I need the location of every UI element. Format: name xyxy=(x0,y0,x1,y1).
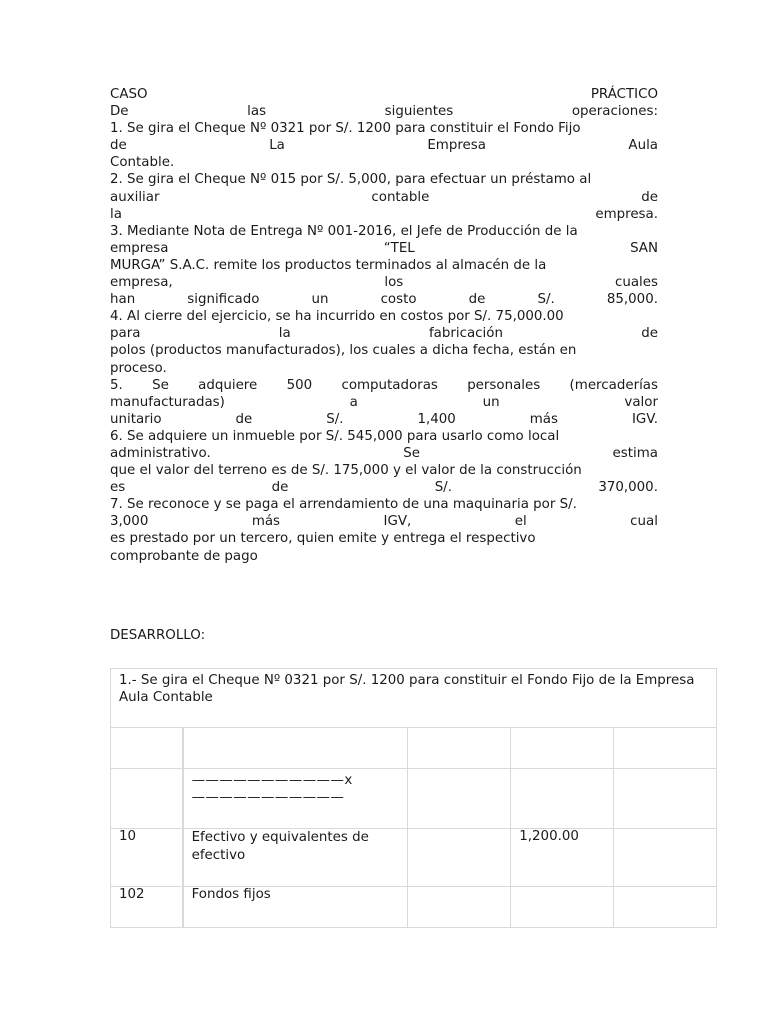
text-word: los xyxy=(384,275,404,291)
text-word: fabricación xyxy=(428,326,503,342)
debit-amount: 1,200.00 xyxy=(511,829,614,887)
text-word: manufacturadas) xyxy=(110,394,225,410)
table-row xyxy=(111,769,717,829)
text-word: de xyxy=(110,138,127,154)
text-word: las xyxy=(247,104,267,120)
text-line xyxy=(110,513,658,530)
text-line: que el valor del terreno es de S/. 175,000 y el valor de la construcción xyxy=(110,463,582,479)
text-line xyxy=(110,325,658,342)
text-word: unitario xyxy=(110,411,162,427)
text-word: de xyxy=(641,326,658,342)
text-line xyxy=(110,240,658,257)
text-word: IGV. xyxy=(631,411,658,427)
text-word: operaciones: xyxy=(571,104,658,120)
text-line xyxy=(110,86,658,103)
text-word: cuales xyxy=(615,275,658,291)
text-line xyxy=(110,479,658,496)
text-line: 3. Mediante Nota de Entrega Nº 001-2016, el Jefe de Producción de la xyxy=(110,223,578,239)
text-word: de xyxy=(641,189,658,205)
text-line: 2. Se gira el Cheque Nº 015 por S/. 5,000, para efectuar un préstamo al xyxy=(110,172,592,188)
table-row xyxy=(111,829,717,887)
text-word: contable xyxy=(371,189,430,205)
text-word: personales xyxy=(467,377,541,393)
text-word: auxiliar xyxy=(110,189,160,205)
table-row xyxy=(111,728,717,769)
text-line xyxy=(110,394,658,411)
text-word: para xyxy=(110,326,141,342)
text-word: administrativo. xyxy=(110,445,211,461)
text-word: empresa xyxy=(110,240,169,256)
account-code: 10 xyxy=(111,829,183,887)
text-word: S/. xyxy=(537,292,555,308)
text-word: más xyxy=(251,514,281,530)
text-word: (mercaderías xyxy=(569,377,658,393)
text-word: costo xyxy=(380,292,417,308)
text-line xyxy=(110,411,658,428)
text-word: “TEL xyxy=(383,240,415,256)
text-word: han xyxy=(110,292,136,308)
text-word: Aula xyxy=(628,138,658,154)
text-word: a xyxy=(349,394,358,410)
text-word: de xyxy=(235,411,253,427)
text-word: estima xyxy=(612,445,658,461)
text-word: empresa. xyxy=(595,206,658,222)
text-line: 6. Se adquiere un inmueble por S/. 545,000 para usarlo como local xyxy=(110,428,560,444)
text-line xyxy=(110,291,658,308)
text-line xyxy=(110,189,658,206)
text-word: de xyxy=(271,480,289,496)
debit-amount xyxy=(511,887,614,928)
text-word: SAN xyxy=(630,240,658,256)
account-code: 102 xyxy=(111,887,183,928)
text-line xyxy=(110,206,658,223)
text-word: Se xyxy=(403,445,421,461)
text-line xyxy=(110,103,658,120)
text-word: la xyxy=(110,206,122,222)
text-line: MURGA” S.A.C. remite los productos terminados al almacén de la xyxy=(110,257,547,273)
text-word: cual xyxy=(630,514,658,530)
text-line xyxy=(110,445,658,462)
text-line xyxy=(110,137,658,154)
text-word: un xyxy=(482,394,500,410)
section-title-desarrollo: DESARROLLO: xyxy=(110,628,206,643)
text-word: la xyxy=(278,326,291,342)
entry-separator: ———————————x ——————————— xyxy=(183,769,408,829)
text-word: De xyxy=(110,104,129,120)
text-word: S/. xyxy=(434,480,452,496)
text-word: empresa, xyxy=(110,275,173,291)
table-row xyxy=(111,887,717,928)
text-word: S/. xyxy=(326,411,344,427)
text-line: polos (productos manufacturados), los cuales a dicha fecha, están en xyxy=(110,343,577,359)
text-line: 1. Se gira el Cheque Nº 0321 por S/. 1200 para constituir el Fondo Fijo xyxy=(110,121,581,137)
case-statement xyxy=(110,86,658,565)
text-word: 370,000. xyxy=(598,480,658,496)
entry-header: 1.- Se gira el Cheque Nº 0321 por S/. 1200 para constituir el Fondo Fijo de la Empresa Aula Contable xyxy=(111,669,717,728)
text-line xyxy=(110,274,658,291)
text-word: 1,400 xyxy=(417,411,456,427)
text-word: significado xyxy=(187,292,260,308)
text-word: CASO xyxy=(110,87,148,102)
text-word: Se xyxy=(152,377,169,393)
text-word: computadoras xyxy=(341,377,438,393)
text-line: comprobante de pago xyxy=(110,548,258,564)
text-word: siguientes xyxy=(384,104,454,120)
text-line: 7. Se reconoce y se paga el arrendamiento de una maquinaria por S/. xyxy=(110,497,577,513)
text-word: 500 xyxy=(286,377,313,393)
text-word: 5. xyxy=(110,377,123,393)
text-word: PRÁCTICO xyxy=(590,87,658,102)
text-word: el xyxy=(514,514,527,530)
text-word: 3,000 xyxy=(110,514,149,530)
text-word: un xyxy=(311,292,329,308)
text-word: Empresa xyxy=(427,138,486,154)
text-word: 85,000. xyxy=(606,292,658,308)
text-word: es xyxy=(110,480,126,496)
text-word: IGV, xyxy=(383,514,412,530)
text-word: más xyxy=(529,411,558,427)
account-description: Fondos fijos xyxy=(183,887,408,928)
text-word: adquiere xyxy=(198,377,258,393)
text-word: La xyxy=(269,138,285,154)
text-line: Contable. xyxy=(110,155,175,171)
text-line xyxy=(110,377,658,394)
text-line: 4. Al cierre del ejercicio, se ha incurrido en costos por S/. 75,000.00 xyxy=(110,309,564,325)
entry-header-row xyxy=(111,669,717,728)
text-line: es prestado por un tercero, quien emite y entrega el respectivo xyxy=(110,531,536,547)
text-line: proceso. xyxy=(110,360,167,376)
account-description: Efectivo y equivalentes de efectivo xyxy=(183,829,408,887)
text-word: valor xyxy=(624,394,658,410)
text-word: de xyxy=(468,292,486,308)
journal-entry-table xyxy=(110,668,717,928)
